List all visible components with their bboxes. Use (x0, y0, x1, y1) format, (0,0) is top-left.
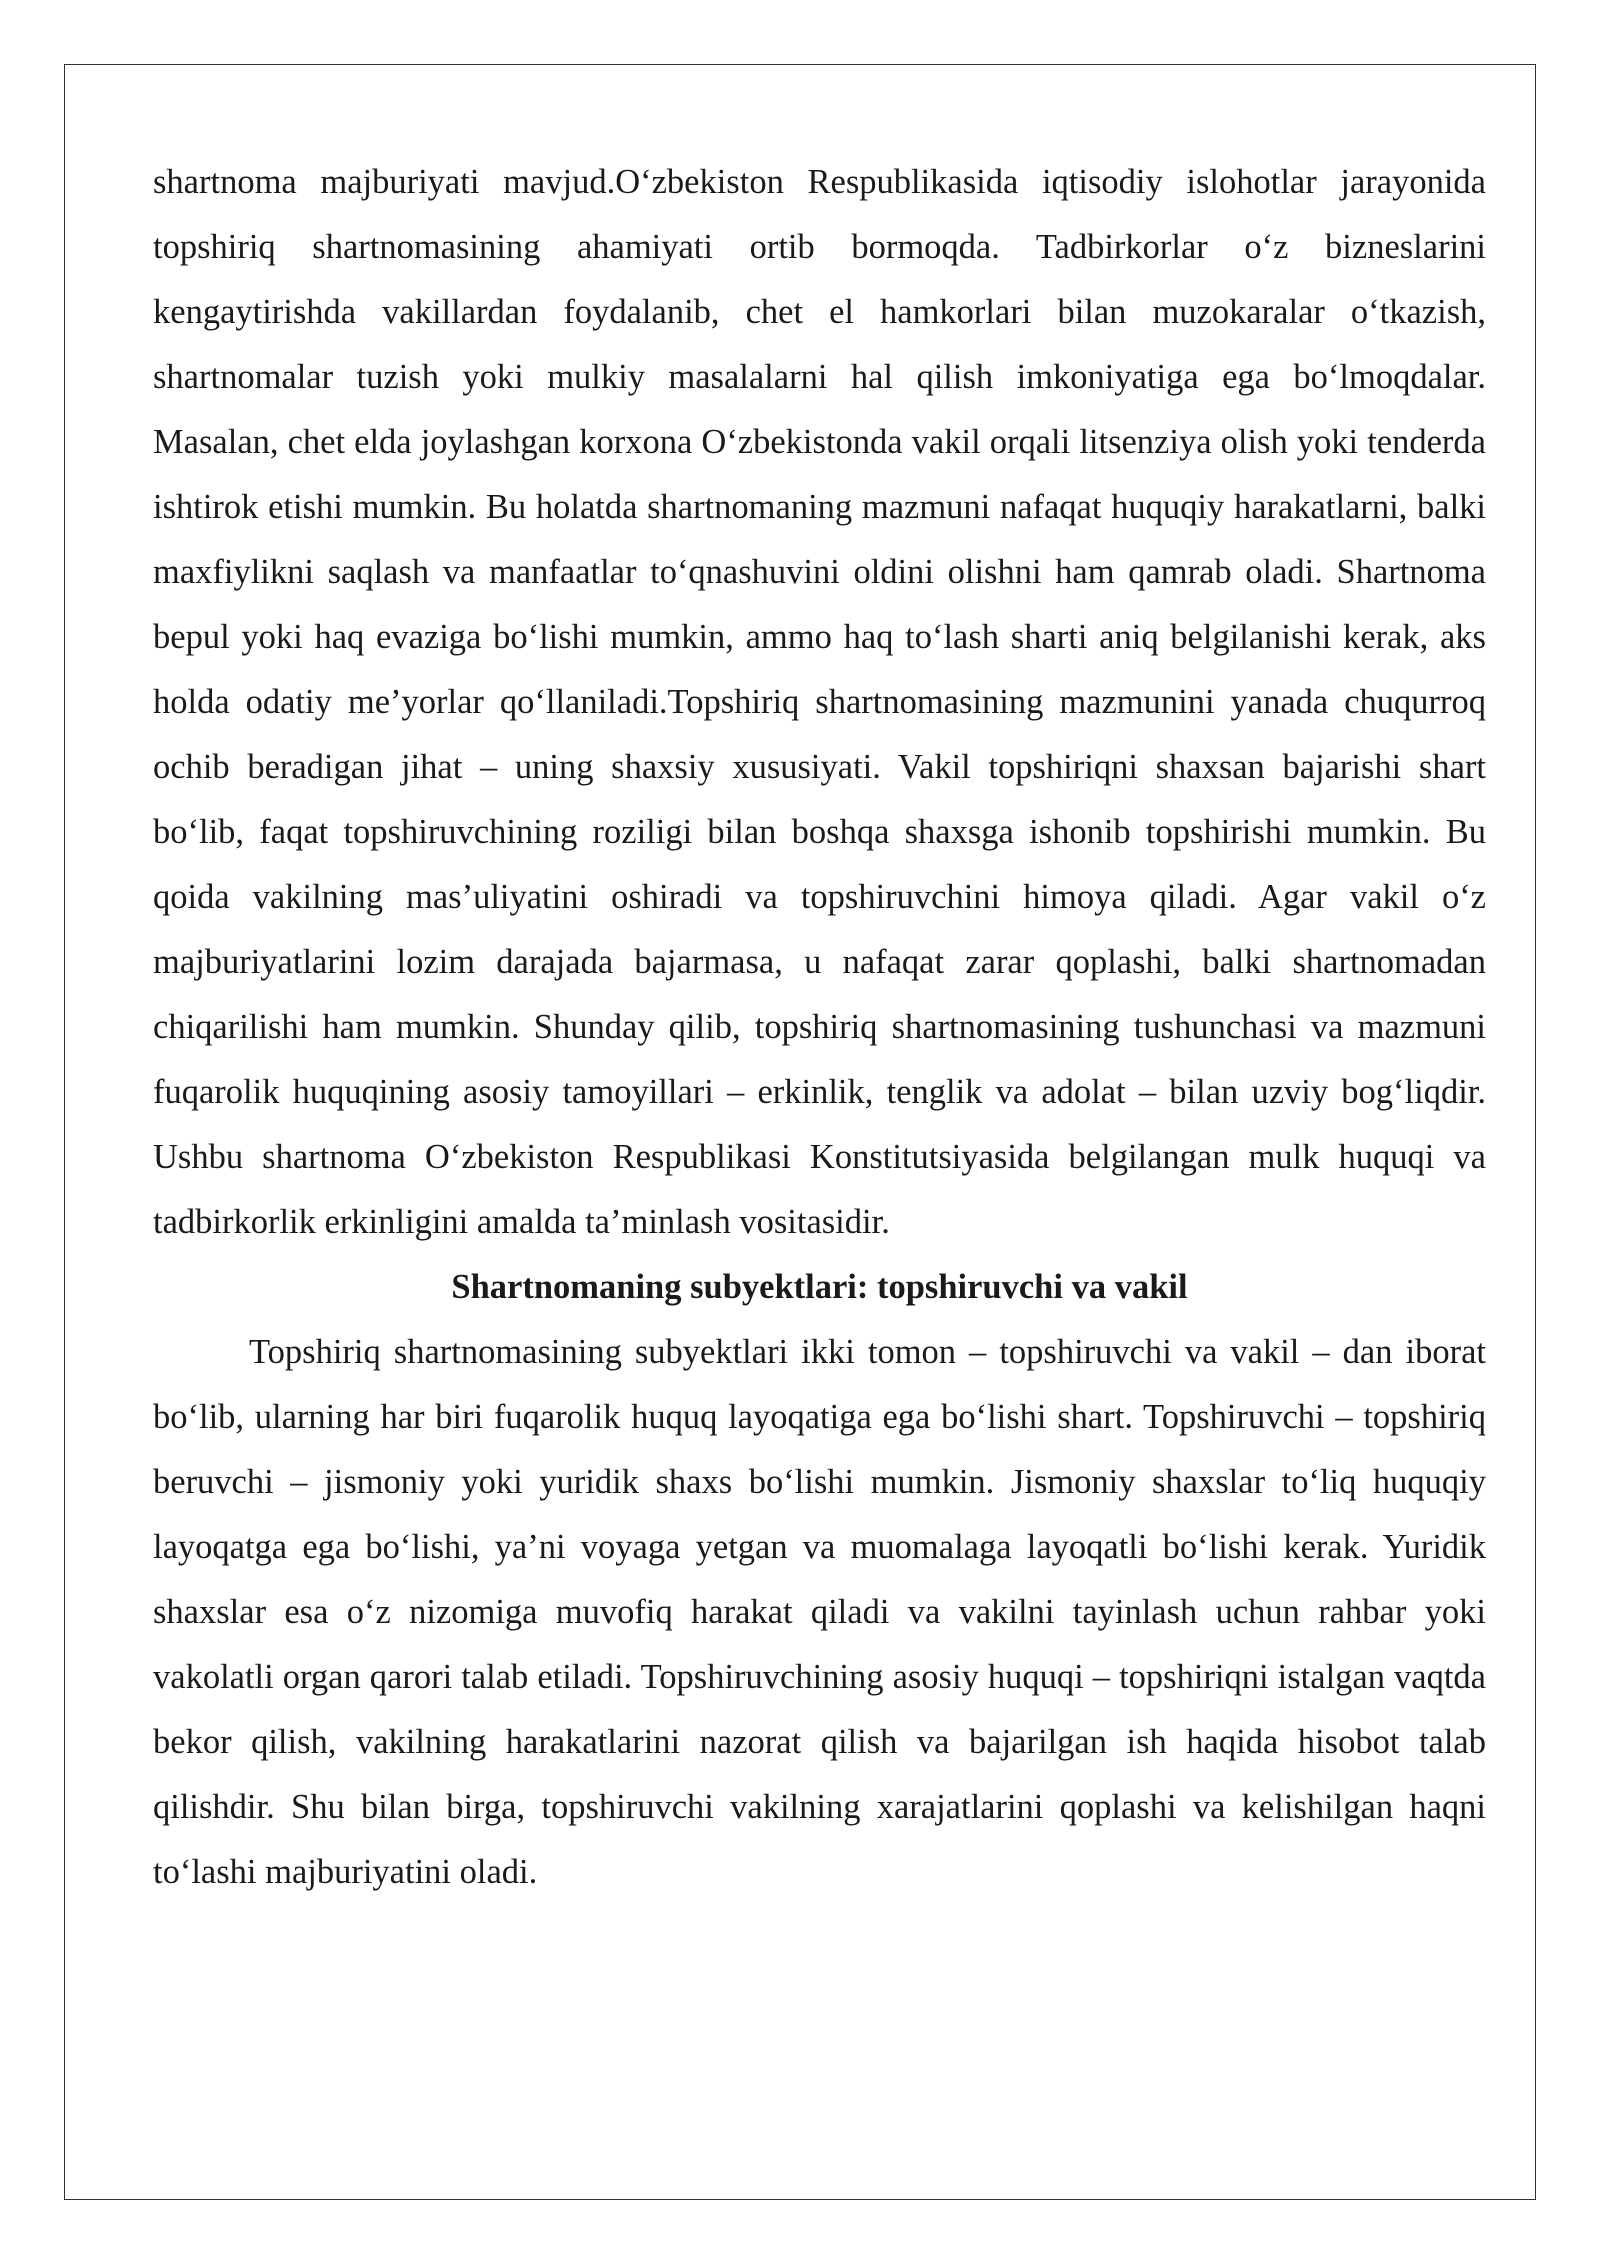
paragraph-continuation: shartnoma majburiyati mavjud.O‘zbekiston Respublikasida iqtisodiy islohotlar jarayonida topshiriq shartnomasining ahamiyati ortib bormoqda. Tadbirkorlar o‘z bizneslarini kengaytirishda vakillardan foydalanib, chet el hamkorlari bilan muzokaralar o‘tkazish, shartnomalar tuzish yoki mulkiy masalalarni hal qilish imkoniyatiga ega bo‘lmoqdalar. Masalan, chet elda joylashgan korxona O‘zbekistonda vakil orqali litsenziya olish yoki tenderda ishtirok etishi mumkin. Bu holatda shartnomaning mazmuni nafaqat huquqiy harakatlarni, balki maxfiylikni saqlash va manfaatlar to‘qnashuvini oldini olishni ham qamrab oladi. Shartnoma bepul yoki haq evaziga bo‘lishi mumkin, ammo haq to‘lash sharti aniq belgilanishi kerak, aks holda odatiy me’yorlar qo‘llaniladi.Topshiriq shartnomasining mazmunini yanada chuqurroq ochib beradigan jihat – uning shaxsiy xususiyati. Vakil topshiriqni shaxsan bajarishi shart bo‘lib, faqat topshiruvchining roziligi bilan boshqa shaxsga ishonib topshirishi mumkin. Bu qoida vakilning mas’uliyatini oshiradi va topshiruvchini himoya qiladi. Agar vakil o‘z majburiyatlarini lozim darajada bajarmasa, u nafaqat zarar qoplashi, balki shartnomadan chiqarilishi ham mumkin. Shunday qilib, topshiriq shartnomasining tushunchasi va mazmuni fuqarolik huquqining asosiy tamoyillari – erkinlik, tenglik va adolat – bilan uzviy bog‘liqdir. Ushbu shartnoma O‘zbekiston Respublikasi Konstitutsiyasida belgilangan mulk huquqi va tadbirkorlik erkinligini amalda ta’minlash vositasidir. (153, 163, 1486, 1241)
document-body (153, 150, 1486, 1905)
paragraph-subjects: Topshiriq shartnomasining subyektlari ikki tomon – topshiruvchi va vakil – dan iborat bo‘lib, ularning har biri fuqarolik huquq layoqatiga ega bo‘lishi shart. Topshiruvchi – topshiriq beruvchi – jismoniy yoki yuridik shaxs bo‘lishi mumkin. Jismoniy shaxslar to‘liq huquqiy layoqatga ega bo‘lishi, ya’ni voyaga yetgan va muomalaga layoqatli bo‘lishi kerak. Yuridik shaxslar esa o‘z nizomiga muvofiq harakat qiladi va vakilni tayinlash uchun rahbar yoki vakolatli organ qarori talab etiladi. Topshiruvchining asosiy huquqi – topshiriqni istalgan vaqtda bekor qilish, vakilning harakatlarini nazorat qilish va bajarilgan ish haqida hisobot talab qilishdir. Shu bilan birga, topshiruvchi vakilning xarajatlarini qoplashi va kelishilgan haqni to‘lashi majburiyatini oladi. (153, 1333, 1486, 1891)
section-heading: Shartnomaning subyektlari: topshiruvchi va vakil (451, 1268, 1188, 1306)
